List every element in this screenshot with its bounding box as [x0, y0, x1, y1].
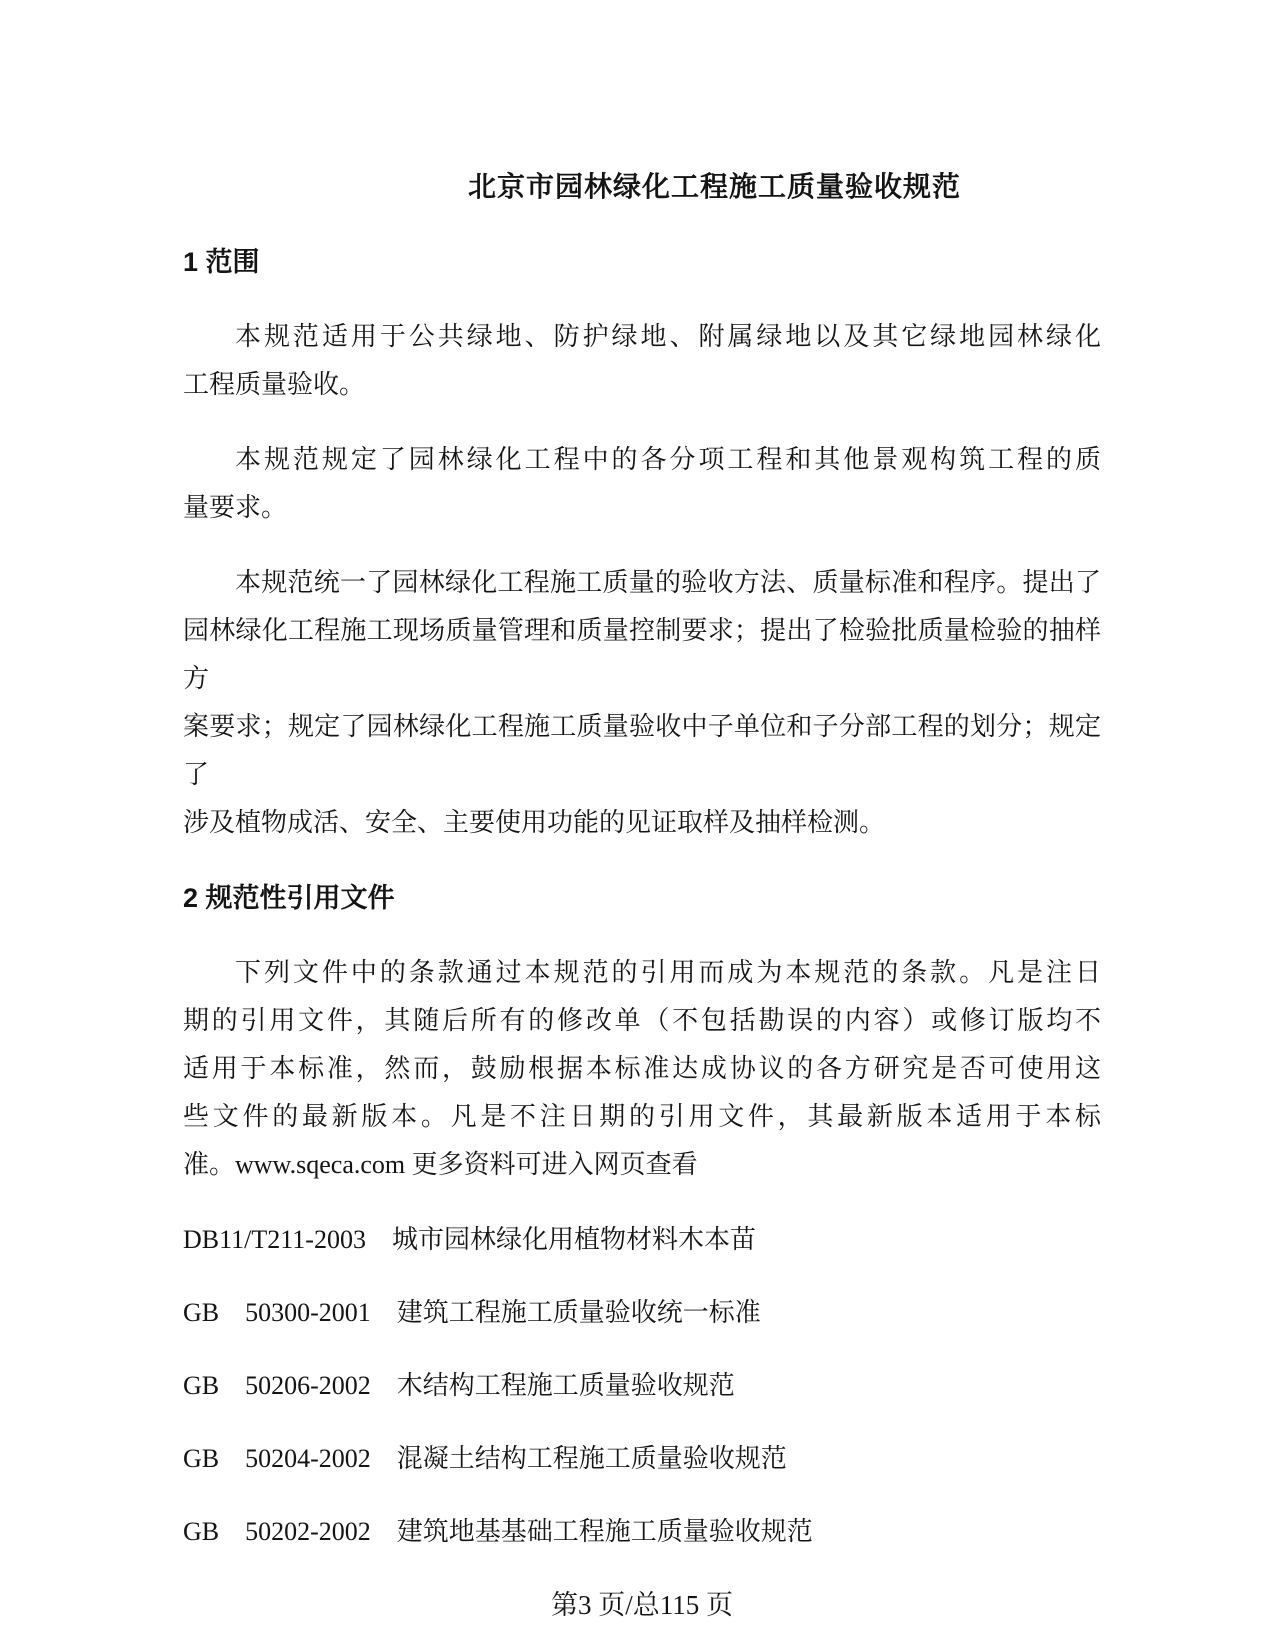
reference-row	[183, 1216, 1101, 1264]
paragraph-line: 工程质量验收。	[183, 370, 366, 399]
reference-code: GB	[183, 1371, 220, 1400]
reference-name: 木结构工程施工质量验收规范	[396, 1371, 735, 1400]
reference-row	[183, 1435, 1101, 1483]
reference-code: GB	[183, 1444, 220, 1473]
paragraph-line: 期的引用文件，其随后所有的修改单（不包括勘误的内容）或修订版均不	[183, 1006, 1101, 1035]
paragraph-line: 园林绿化工程施工现场质量管理和质量控制要求；提出了检验批质量检验的抽样方	[183, 616, 1101, 693]
paragraph-line: 案要求；规定了园林绿化工程施工质量验收中子单位和子分部工程的划分；规定了	[183, 712, 1101, 789]
reference-number: 50204-2002	[245, 1444, 371, 1473]
paragraph-line: 本规范适用于公共绿地、防护绿地、附属绿地以及其它绿地园林绿化	[235, 322, 1101, 351]
section-1-paragraph-2	[183, 436, 1101, 532]
reference-number: 50202-2002	[245, 1517, 371, 1546]
reference-row	[183, 1289, 1101, 1337]
section-2-heading: 2 规范性引用文件	[183, 883, 395, 913]
section-1-heading: 1 范围	[183, 247, 260, 277]
reference-name: 城市园林绿化用植物材料木本苗	[391, 1225, 756, 1254]
reference-number: 50206-2002	[245, 1371, 371, 1400]
reference-number: 50300-2001	[245, 1298, 371, 1327]
paragraph-line: 本规范统一了园林绿化工程施工质量的验收方法、质量标准和程序。提出了	[235, 568, 1101, 597]
page-number-indicator: 第3 页/总115 页	[551, 1590, 733, 1620]
reference-row	[183, 1362, 1101, 1410]
reference-code: GB	[183, 1298, 220, 1327]
section-2-paragraph-1	[183, 949, 1101, 1189]
reference-name: 混凝土结构工程施工质量验收规范	[396, 1444, 787, 1473]
reference-name: 建筑工程施工质量验收统一标准	[396, 1298, 761, 1327]
paragraph-line: 些文件的最新版本。凡是不注日期的引用文件，其最新版本适用于本标	[183, 1102, 1101, 1131]
reference-code: GB	[183, 1517, 220, 1546]
paragraph-line: 下列文件中的条款通过本规范的引用而成为本规范的条款。凡是注日	[235, 958, 1101, 987]
reference-row	[183, 1508, 1101, 1556]
paragraph-line: 涉及植物成活、安全、主要使用功能的见证取样及抽样检测。	[183, 808, 886, 837]
paragraph-line: 量要求。	[183, 493, 288, 522]
reference-name: 建筑地基基础工程施工质量验收规范	[396, 1517, 813, 1546]
reference-code: DB11/T211-2003	[183, 1225, 366, 1254]
section-1-paragraph-1	[183, 313, 1101, 409]
document-title: 北京市园林绿化工程施工质量验收规范	[467, 171, 961, 202]
paragraph-line: 准。www.sqeca.com 更多资料可进入网页查看	[183, 1150, 698, 1179]
paragraph-line: 适用于本标准，然而，鼓励根据本标准达成协议的各方研究是否可使用这	[183, 1054, 1101, 1083]
section-1-paragraph-3	[183, 559, 1101, 847]
paragraph-line: 本规范规定了园林绿化工程中的各分项工程和其他景观构筑工程的质	[235, 445, 1101, 474]
